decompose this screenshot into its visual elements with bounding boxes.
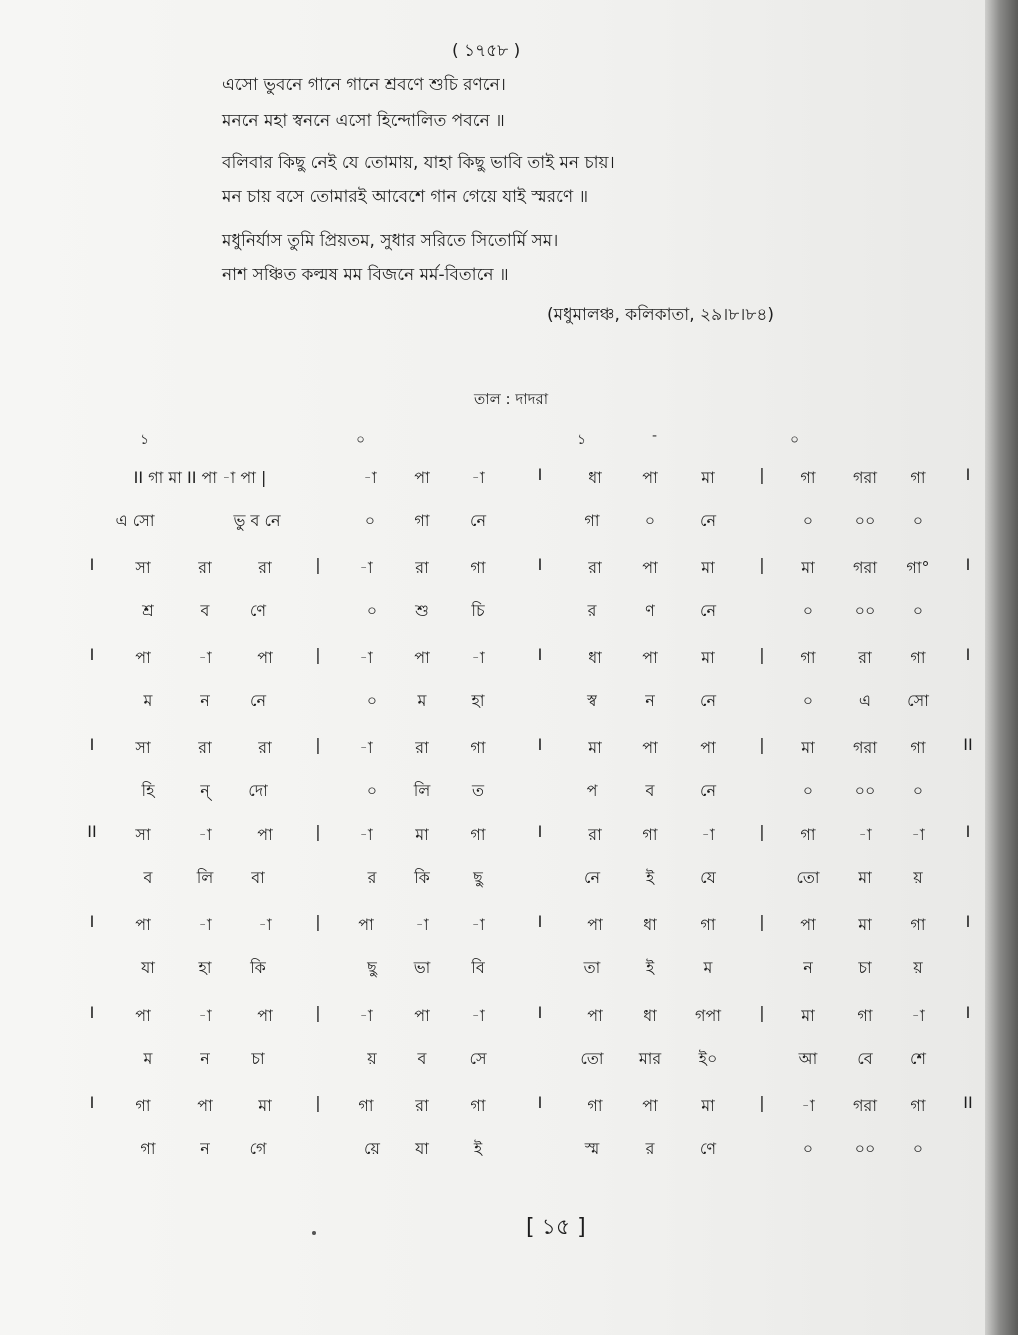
swara-note: মা: [701, 558, 715, 577]
swara-note: I: [89, 735, 95, 754]
lyric-syllable: শ্র: [142, 601, 154, 620]
lyric-syllable: ন্: [200, 781, 210, 800]
lyric-syllable: হা: [198, 958, 212, 977]
swara-note: পা: [358, 915, 374, 934]
swara-note: মা: [801, 1006, 815, 1025]
lyric-syllable: বে: [857, 1049, 873, 1068]
lyric-syllable: র: [367, 868, 377, 887]
swara-note: গা: [910, 648, 926, 667]
lyric-syllable: কি: [250, 958, 266, 977]
verse-line-5: মধুনির্যাস তুমি প্রিয়তম, সুধার সরিতে সিতোর্মি সম।: [222, 231, 559, 251]
lyric-syllable: ই: [645, 868, 655, 887]
verse-line-3: বলিবার কিছু নেই যে তোমায়, যাহা কিছু ভাবি তাই মন চায়।: [222, 153, 615, 173]
lyric-syllable: স্ব: [587, 691, 597, 710]
swara-note: I: [537, 645, 543, 664]
swara-note: -া: [415, 915, 429, 934]
lyric-syllable: বি: [471, 958, 485, 977]
lyric-syllable: যা: [415, 1139, 429, 1158]
verse-line-2: মননে মহা স্বননে এসো হিন্দোলিত পবনে ॥: [222, 111, 505, 131]
swara-note: গরা: [853, 738, 877, 757]
swara-note: -া: [258, 915, 272, 934]
swara-note: |: [315, 822, 321, 841]
lyric-row: [0, 778, 985, 808]
swara-note: |: [315, 555, 321, 574]
swara-note: মা: [801, 738, 815, 757]
swara-row: [0, 1003, 985, 1033]
swara-note: -া: [911, 1006, 925, 1025]
lyric-syllable: ম: [703, 958, 713, 977]
lyric-syllable: ০: [912, 781, 924, 800]
lyric-syllable: কি: [414, 868, 430, 887]
swara-row: [0, 912, 985, 942]
lyric-syllable: ভু ব নে: [233, 511, 281, 530]
swara-note: I: [537, 822, 543, 841]
swara-row: [0, 735, 985, 765]
lyric-syllable: য়: [913, 868, 923, 887]
lyric-syllable: গে: [249, 1139, 267, 1158]
lyric-syllable: লি: [196, 868, 214, 887]
swara-note: গা: [587, 1096, 603, 1115]
swara-note: মা: [588, 738, 602, 757]
lyric-syllable: ত: [471, 781, 485, 800]
lyric-syllable: ম: [143, 1049, 153, 1068]
swara-note: পা: [642, 1096, 658, 1115]
lyric-syllable: ই০: [698, 1049, 718, 1068]
swara-note: পা: [135, 648, 151, 667]
lyric-syllable: এ: [858, 691, 872, 710]
swara-note: -া: [359, 558, 373, 577]
swara-note: মা: [858, 915, 872, 934]
swara-note: রা: [198, 558, 212, 577]
lyric-syllable: ০: [802, 781, 814, 800]
swara-note: রা: [588, 825, 602, 844]
lyric-syllable: ম: [417, 691, 427, 710]
lyric-syllable: ণে: [699, 1139, 717, 1158]
swara-note: পা: [135, 915, 151, 934]
lyric-syllable: বা: [251, 868, 265, 887]
lyric-syllable: নে: [699, 601, 717, 620]
swara-note: গা: [470, 738, 486, 757]
lyric-syllable: ছু: [473, 868, 483, 887]
swara-note: সা: [135, 825, 151, 844]
lyric-syllable: ব: [200, 601, 210, 620]
swara-note: গা: [800, 825, 816, 844]
lyric-syllable: চা: [858, 958, 872, 977]
swara-note: -া: [471, 1006, 485, 1025]
swara-note: পা: [414, 1006, 430, 1025]
lyric-syllable: ০০: [854, 511, 876, 530]
swara-note: গা: [642, 825, 658, 844]
swara-note: I: [965, 645, 971, 664]
lyric-syllable: ব: [417, 1049, 427, 1068]
page-header: ( ১৭৫৮ ): [452, 41, 521, 61]
lyric-syllable: ন: [803, 958, 813, 977]
swara-note: |: [759, 555, 765, 574]
lyric-syllable: য়ে: [364, 1139, 380, 1158]
swara-note: পা: [642, 648, 658, 667]
verse-line-1: এসো ভুবনে গানে গানে শ্রবণে শুচি রণনে।: [222, 75, 506, 95]
swara-note: পা: [257, 825, 273, 844]
swara-note: গা: [470, 825, 486, 844]
swara-note: I: [89, 1093, 95, 1112]
swara-note: রা: [588, 558, 602, 577]
swara-note: I: [965, 465, 971, 484]
lyric-syllable: ভা: [413, 958, 431, 977]
lyric-syllable: তা: [583, 958, 601, 977]
swara-note: সা: [135, 738, 151, 757]
swara-note: রা: [858, 648, 872, 667]
lyric-syllable: লি: [413, 781, 431, 800]
lyric-syllable: ম: [143, 691, 153, 710]
lyric-syllable: ব: [645, 781, 655, 800]
swara-note: II: [963, 735, 973, 754]
swara-note: পা: [257, 1006, 273, 1025]
lyric-syllable: মা: [858, 868, 872, 887]
lyric-syllable: ০: [364, 511, 376, 530]
swara-note: -া: [471, 468, 485, 487]
swara-note: পা: [642, 738, 658, 757]
lyric-row: [0, 955, 985, 985]
swara-note: I: [537, 555, 543, 574]
swara-row: [0, 555, 985, 585]
lyric-syllable: ই: [645, 958, 655, 977]
page-number: [ ১৫ ]: [526, 1215, 586, 1240]
swara-note: গপা: [695, 1006, 721, 1025]
lyric-syllable: ০: [802, 511, 814, 530]
lyric-syllable: প: [586, 781, 598, 800]
lyric-syllable: ০: [366, 691, 378, 710]
swara-note: রা: [258, 738, 272, 757]
source-citation: (মধুমালঞ্চ, কলিকাতা, ২৯।৮।৮৪): [547, 305, 775, 325]
swara-note: ধা: [643, 915, 657, 934]
lyric-syllable: গা: [414, 511, 430, 530]
lyric-syllable: ০: [912, 601, 924, 620]
swara-note: রা: [415, 558, 429, 577]
swara-note: গরা: [853, 1096, 877, 1115]
swara-note: পা: [642, 468, 658, 487]
lyric-row: [0, 1046, 985, 1076]
swara-note: -া: [363, 468, 377, 487]
swara-note: গরা: [853, 558, 877, 577]
lyric-syllable: ই: [473, 1139, 483, 1158]
swara-note: গা: [700, 915, 716, 934]
lyric-syllable: ণে: [249, 601, 267, 620]
swara-note: গা: [358, 1096, 374, 1115]
lyric-syllable: ০০: [854, 781, 876, 800]
swara-note: রা: [415, 738, 429, 757]
swara-note: রা: [415, 1096, 429, 1115]
swara-note: মা: [701, 1096, 715, 1115]
lyric-syllable: য়: [367, 1049, 377, 1068]
lyric-syllable: চি: [471, 601, 485, 620]
swara-note: গা: [910, 1096, 926, 1115]
swara-note: I: [537, 1003, 543, 1022]
lyric-syllable: র: [645, 1139, 655, 1158]
lyric-syllable: ন: [200, 691, 210, 710]
swara-row: [0, 822, 985, 852]
swara-note: ধা: [588, 648, 602, 667]
lyric-syllable: সো: [907, 691, 929, 710]
lyric-syllable: ন: [645, 691, 655, 710]
swara-note: -া: [359, 1006, 373, 1025]
swara-note: রা: [198, 738, 212, 757]
lyric-syllable: ০: [644, 511, 656, 530]
swara-note: -া: [359, 825, 373, 844]
swara-note: |: [759, 912, 765, 931]
swara-note: ধা: [588, 468, 602, 487]
swara-note: গা°: [906, 558, 930, 577]
lyric-syllable: তো: [796, 868, 820, 887]
swara-note: মা: [415, 825, 429, 844]
ink-dot: [312, 1231, 316, 1235]
verse-line-6: নাশ সঞ্চিত কল্মষ মম বিজনে মর্ম-বিতানে ॥: [222, 265, 509, 285]
lyric-syllable: গা: [140, 1139, 156, 1158]
swara-note: II গা মা II পা -া পা |: [133, 468, 267, 487]
lyric-row: [0, 508, 985, 538]
swara-note: রা: [258, 558, 272, 577]
swara-note: -া: [198, 915, 212, 934]
lyric-syllable: দো: [248, 781, 268, 800]
swara-note: পা: [257, 648, 273, 667]
swara-note: গা: [910, 738, 926, 757]
swara-note: |: [315, 912, 321, 931]
lyric-syllable: গা: [584, 511, 600, 530]
lyric-syllable: ন: [200, 1139, 210, 1158]
swara-note: I: [89, 912, 95, 931]
lyric-syllable: ন: [200, 1049, 210, 1068]
swara-row: [0, 1093, 985, 1123]
lyric-row: [0, 865, 985, 895]
lyric-syllable: নে: [699, 511, 717, 530]
swara-note: সা: [135, 558, 151, 577]
swara-note: -া: [359, 648, 373, 667]
lyric-syllable: ০: [802, 691, 814, 710]
swara-note: গা: [800, 468, 816, 487]
swara-note: -া: [198, 825, 212, 844]
lyric-syllable: ০০: [854, 601, 876, 620]
swara-note: -া: [198, 648, 212, 667]
swara-note: |: [759, 465, 765, 484]
swara-note: II: [963, 1093, 973, 1112]
verse-line-4: মন চায় বসে তোমারই আবেশে গান গেয়ে যাই স্মরণে ॥: [222, 187, 589, 207]
swara-note: I: [965, 912, 971, 931]
swara-note: I: [89, 555, 95, 574]
swara-note: পা: [587, 915, 603, 934]
lyric-row: [0, 688, 985, 718]
lyric-syllable: ০: [802, 601, 814, 620]
swara-note: গা: [910, 915, 926, 934]
swara-note: -া: [858, 825, 872, 844]
lyric-syllable: চা: [251, 1049, 265, 1068]
swara-note: I: [965, 822, 971, 841]
lyric-syllable: ০: [912, 1139, 924, 1158]
lyric-syllable: এ সো: [115, 511, 155, 530]
lyric-syllable: নে: [699, 781, 717, 800]
swara-note: মা: [701, 648, 715, 667]
swara-note: I: [89, 1003, 95, 1022]
lyric-syllable: মার: [638, 1049, 662, 1068]
swara-note: I: [965, 555, 971, 574]
swara-note: পা: [414, 468, 430, 487]
lyric-row: [0, 1136, 985, 1166]
swara-note: -া: [701, 825, 715, 844]
lyric-syllable: স্ম: [584, 1139, 600, 1158]
beat-mark-4: -: [652, 428, 658, 444]
beat-mark-3: ১: [577, 432, 587, 448]
swara-note: I: [965, 1003, 971, 1022]
swara-note: I: [537, 735, 543, 754]
lyric-syllable: শে: [910, 1049, 926, 1068]
swara-note: |: [759, 1093, 765, 1112]
lyric-syllable: তো: [580, 1049, 604, 1068]
swara-note: গরা: [853, 468, 877, 487]
lyric-syllable: ছু: [367, 958, 377, 977]
swara-note: গা: [800, 648, 816, 667]
lyric-syllable: সে: [469, 1049, 487, 1068]
lyric-syllable: ০: [366, 781, 378, 800]
swara-note: |: [315, 1093, 321, 1112]
lyric-syllable: নে: [583, 868, 601, 887]
swara-note: I: [537, 912, 543, 931]
swara-note: I: [537, 465, 543, 484]
beat-mark-2: ০: [356, 432, 366, 448]
swara-note: -া: [801, 1096, 815, 1115]
lyric-syllable: হি: [141, 781, 155, 800]
swara-note: পা: [587, 1006, 603, 1025]
swara-note: I: [89, 645, 95, 664]
lyric-syllable: ০: [366, 601, 378, 620]
swara-note: পা: [800, 915, 816, 934]
lyric-syllable: ০: [912, 511, 924, 530]
swara-note: II: [87, 822, 97, 841]
beat-mark-1: ১: [140, 432, 150, 448]
swara-note: |: [759, 822, 765, 841]
swara-note: পা: [642, 558, 658, 577]
swara-note: |: [315, 645, 321, 664]
swara-note: -া: [359, 738, 373, 757]
lyric-syllable: ব: [143, 868, 153, 887]
swara-note: |: [759, 645, 765, 664]
swara-note: |: [759, 1003, 765, 1022]
lyric-syllable: য়: [913, 958, 923, 977]
swara-note: পা: [197, 1096, 213, 1115]
swara-row: [0, 645, 985, 675]
swara-note: -া: [471, 915, 485, 934]
beat-mark-5: ০: [790, 432, 800, 448]
swara-note: -া: [198, 1006, 212, 1025]
lyric-syllable: ০০: [854, 1139, 876, 1158]
swara-note: পা: [700, 738, 716, 757]
lyric-row: [0, 598, 985, 628]
swara-note: গা: [470, 558, 486, 577]
lyric-syllable: হা: [471, 691, 485, 710]
swara-note: গা: [857, 1006, 873, 1025]
swara-note: ধা: [643, 1006, 657, 1025]
lyric-syllable: শু: [415, 601, 429, 620]
lyric-syllable: নে: [249, 691, 267, 710]
taal-label: তাল : দাদরা: [474, 390, 549, 408]
swara-note: গা: [135, 1096, 151, 1115]
swara-note: মা: [801, 558, 815, 577]
swara-note: মা: [701, 468, 715, 487]
swara-note: |: [315, 1003, 321, 1022]
swara-note: |: [315, 735, 321, 754]
lyric-syllable: আ: [798, 1049, 818, 1068]
lyric-syllable: যা: [141, 958, 155, 977]
lyric-syllable: ণ: [645, 601, 655, 620]
swara-row: [0, 465, 985, 495]
lyric-syllable: র: [587, 601, 597, 620]
swara-note: -া: [911, 825, 925, 844]
lyric-syllable: নে: [699, 691, 717, 710]
swara-note: মা: [258, 1096, 272, 1115]
lyric-syllable: নে: [469, 511, 487, 530]
swara-note: |: [759, 735, 765, 754]
swara-note: I: [537, 1093, 543, 1112]
swara-note: গা: [470, 1096, 486, 1115]
swara-note: গা: [910, 468, 926, 487]
lyric-syllable: যে: [700, 868, 716, 887]
swara-note: -া: [471, 648, 485, 667]
page-edge-shadow: [985, 0, 1018, 1335]
swara-note: পা: [414, 648, 430, 667]
swara-note: পা: [135, 1006, 151, 1025]
lyric-syllable: ০: [802, 1139, 814, 1158]
